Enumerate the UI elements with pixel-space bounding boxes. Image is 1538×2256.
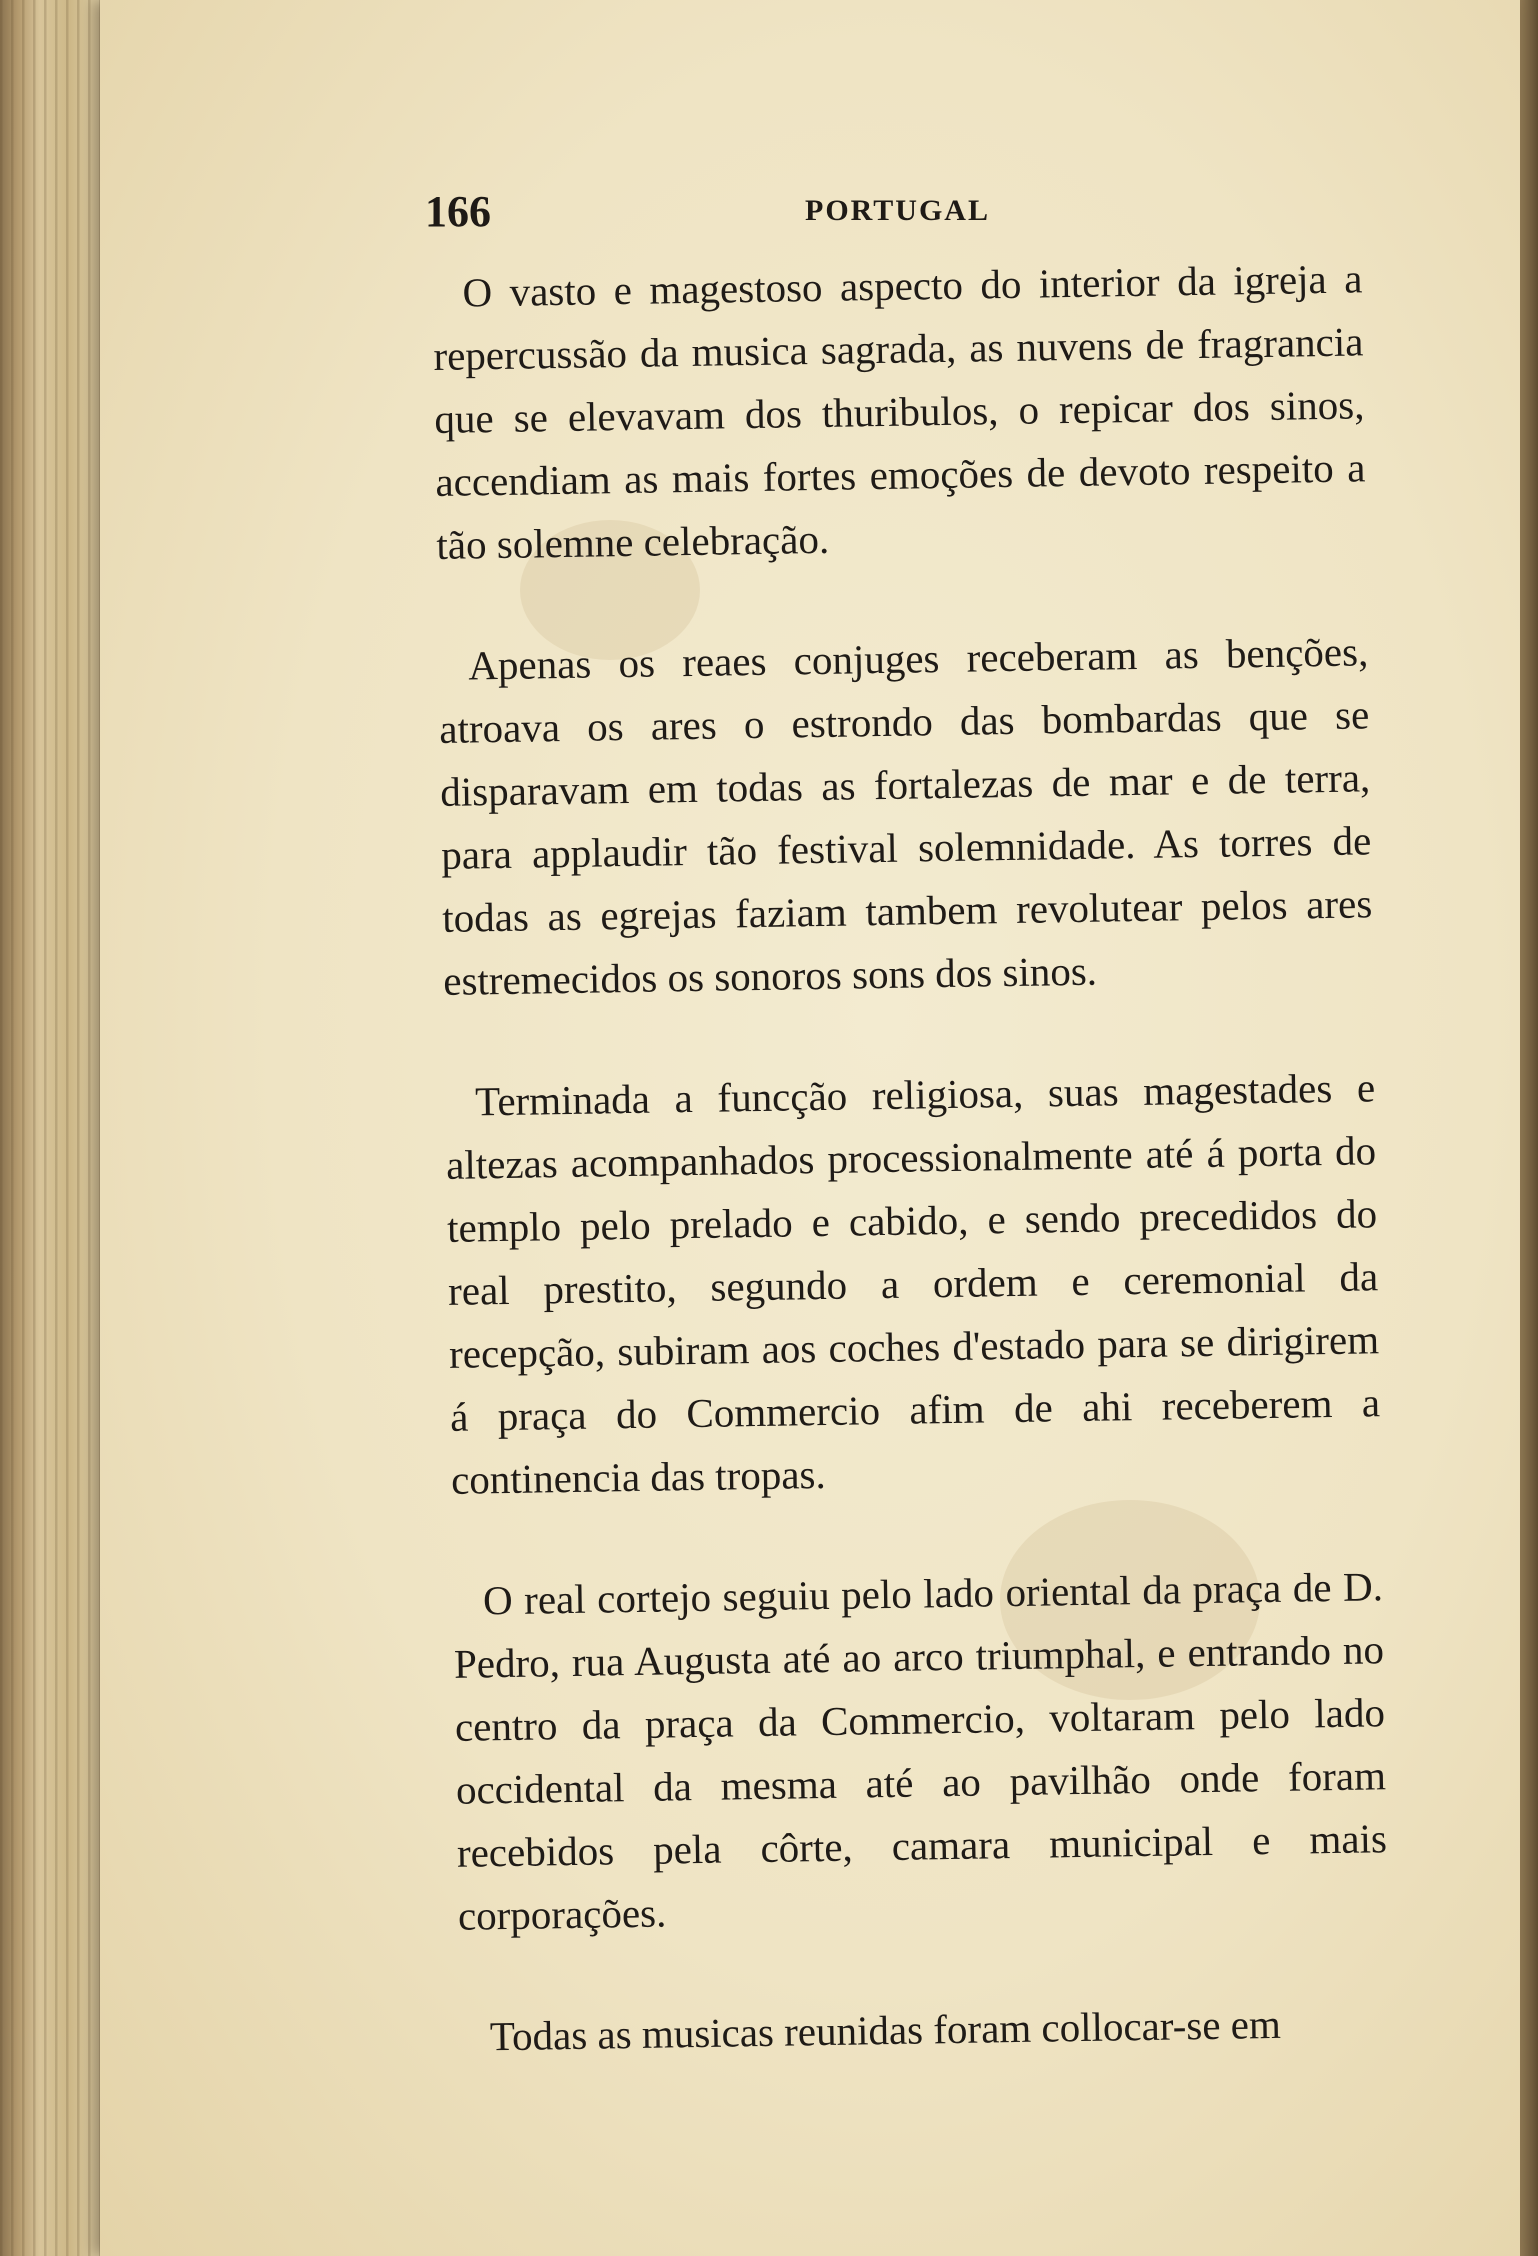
paragraph: O real cortejo seguiu pelo lado oriental da praça de D. Pedro, rua Augusta até ao arco triumphal, e entrando no centro da praça da Commercio, voltaram pelo lado occidental da mesma até ao pavilhão onde foram recebidos pela côrte, camara municipal e mais corporações.: [453, 1563, 1388, 1939]
paragraph: Terminada a funcção religiosa, suas magestades e altezas acompanhados processionalmente até á porta do templo pelo prelado e cabido, e sendo precedidos do real prestito, segundo a ordem e ceremonial da recepção, subiram aos coches d'estado para se dirigirem á praça do Commercio afim de ahi receberem a continencia das tropas.: [445, 1064, 1381, 1503]
paragraph: O vasto e magestoso aspecto do interior da igreja a repercussão da musica sagrada, as nuvens de fragrancia que se elevavam dos thuribulos, o repicar dos sinos, accendiam as mais fortes emoções de devoto respeito a tão solemne celebração.: [433, 255, 1366, 568]
running-head: PORTUGAL: [805, 194, 990, 227]
body-text: [432, 247, 1390, 2068]
paragraph: Todas as musicas reunidas foram collocar-se em: [489, 2000, 1282, 2060]
page-number: 166: [425, 187, 491, 236]
page-header: [425, 186, 990, 236]
paragraph: Apenas os reaes conjuges receberam as benções, atroava os ares o estrondo das bombardas que se disparavam em todas as fortalezas de mar e de terra, para applaudir tão festival solemnidade. As torres de todas as egrejas faziam tambem revolutear pelos ares estremecidos os sonoros sons dos sinos.: [438, 628, 1373, 1004]
